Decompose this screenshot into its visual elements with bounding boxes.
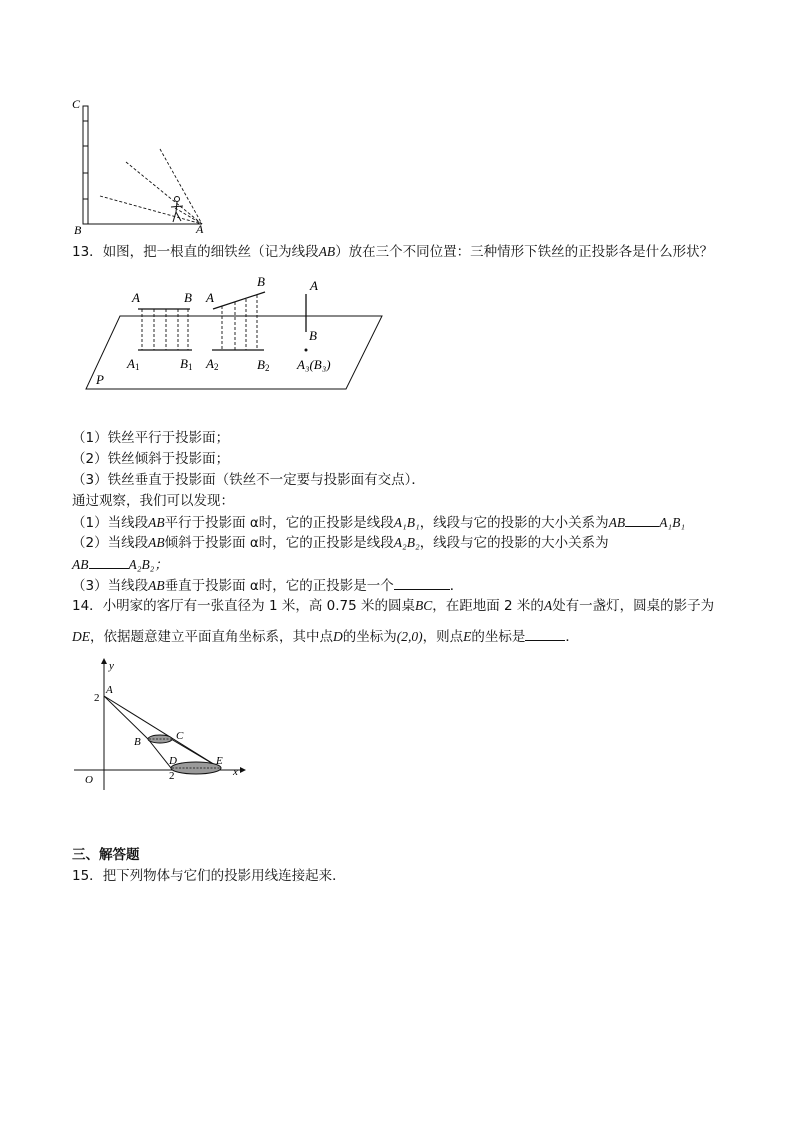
label-a2: A2 — [206, 356, 219, 372]
plane-p — [86, 316, 382, 389]
label-b-case1: B — [184, 290, 192, 305]
label-c: C — [72, 97, 81, 111]
label-p: P — [96, 372, 104, 387]
coordinate-figure — [70, 655, 250, 795]
blank-4[interactable] — [525, 626, 565, 641]
label-a-case1: A — [132, 290, 140, 305]
projection-lines-case1 — [142, 309, 188, 350]
q15-text: 15．把下列物体与它们的投影用线连接起来． — [72, 868, 346, 884]
blank-2[interactable] — [89, 554, 129, 569]
tick-x-2: 2 — [169, 770, 175, 782]
label-a-case3: A — [310, 278, 318, 293]
point-a3b3 — [305, 349, 308, 352]
projection-lines-case2 — [222, 295, 257, 350]
label-a3b3: A₃(B₃) — [297, 357, 331, 372]
label-a1: A1 — [127, 356, 140, 372]
light-rays — [100, 149, 202, 224]
tick-y-2: 2 — [94, 692, 100, 704]
blank-3[interactable] — [394, 575, 450, 590]
label-a: A — [196, 222, 204, 236]
label-b2: B2 — [257, 357, 270, 373]
wall-shadow-figure — [70, 96, 220, 236]
label-b-case2: B — [257, 274, 265, 289]
label-b1: B1 — [180, 356, 193, 372]
ray-ab — [104, 696, 148, 739]
wall-scale — [83, 106, 88, 224]
label-y: y — [109, 660, 114, 672]
label-a-case2: A — [206, 290, 214, 305]
section-3-heading: 三、解答题 — [72, 847, 140, 863]
q13-observe: 通过观察，我们可以发现： — [72, 493, 234, 509]
label-a: A — [106, 684, 113, 696]
label-x: x — [233, 766, 238, 778]
q13-observation-2-line2: AB A₂B₂； — [72, 554, 168, 575]
label-c: C — [176, 730, 184, 742]
label-o: O — [85, 774, 93, 786]
label-b-case3: B — [309, 328, 317, 343]
q13-observation-2: （2）当线段AB倾斜于投影面 α时，它的正投影是线段A₂B₂，线段与它的投影的大小关系为 — [72, 535, 609, 551]
q13-case3: （3）铁丝垂直于投影面（铁丝不一定要与投影面有交点）． — [72, 472, 425, 488]
q13-observation-1: （1）当线段AB平行于投影面 α时，它的正投影是线段A₁B₁，线段与它的投影的大小关系为AB A₁B₁ — [72, 512, 685, 533]
blank-1[interactable] — [625, 512, 659, 527]
q13-stem: 13．如图，把一根直的细铁丝（记为线段AB）放在三个不同位置：三种情形下铁丝的正投影各是什么形状？ — [72, 244, 714, 260]
label-b: B — [134, 736, 141, 748]
q14-line2: DE，依据题意建立平面直角坐标系，其中点D的坐标为(2,0)，则点E的坐标是 ． — [72, 626, 579, 647]
q13-case1: （1）铁丝平行于投影面； — [72, 430, 230, 446]
label-b: B — [74, 223, 82, 236]
projection-figure — [80, 272, 390, 396]
label-e: E — [216, 755, 223, 767]
label-d: D — [169, 755, 177, 767]
shadow-de — [171, 762, 221, 774]
q13-observation-3: （3）当线段AB垂直于投影面 α时，它的正投影是一个 ． — [72, 575, 463, 596]
q14-line1: 14．小明家的客厅有一张直径为 1 米，高 0.75 米的圆桌BC，在距地面 2 米的A处有一盏灯，圆桌的影子为 — [72, 598, 715, 614]
q13-case2: （2）铁丝倾斜于投影面； — [72, 451, 230, 467]
